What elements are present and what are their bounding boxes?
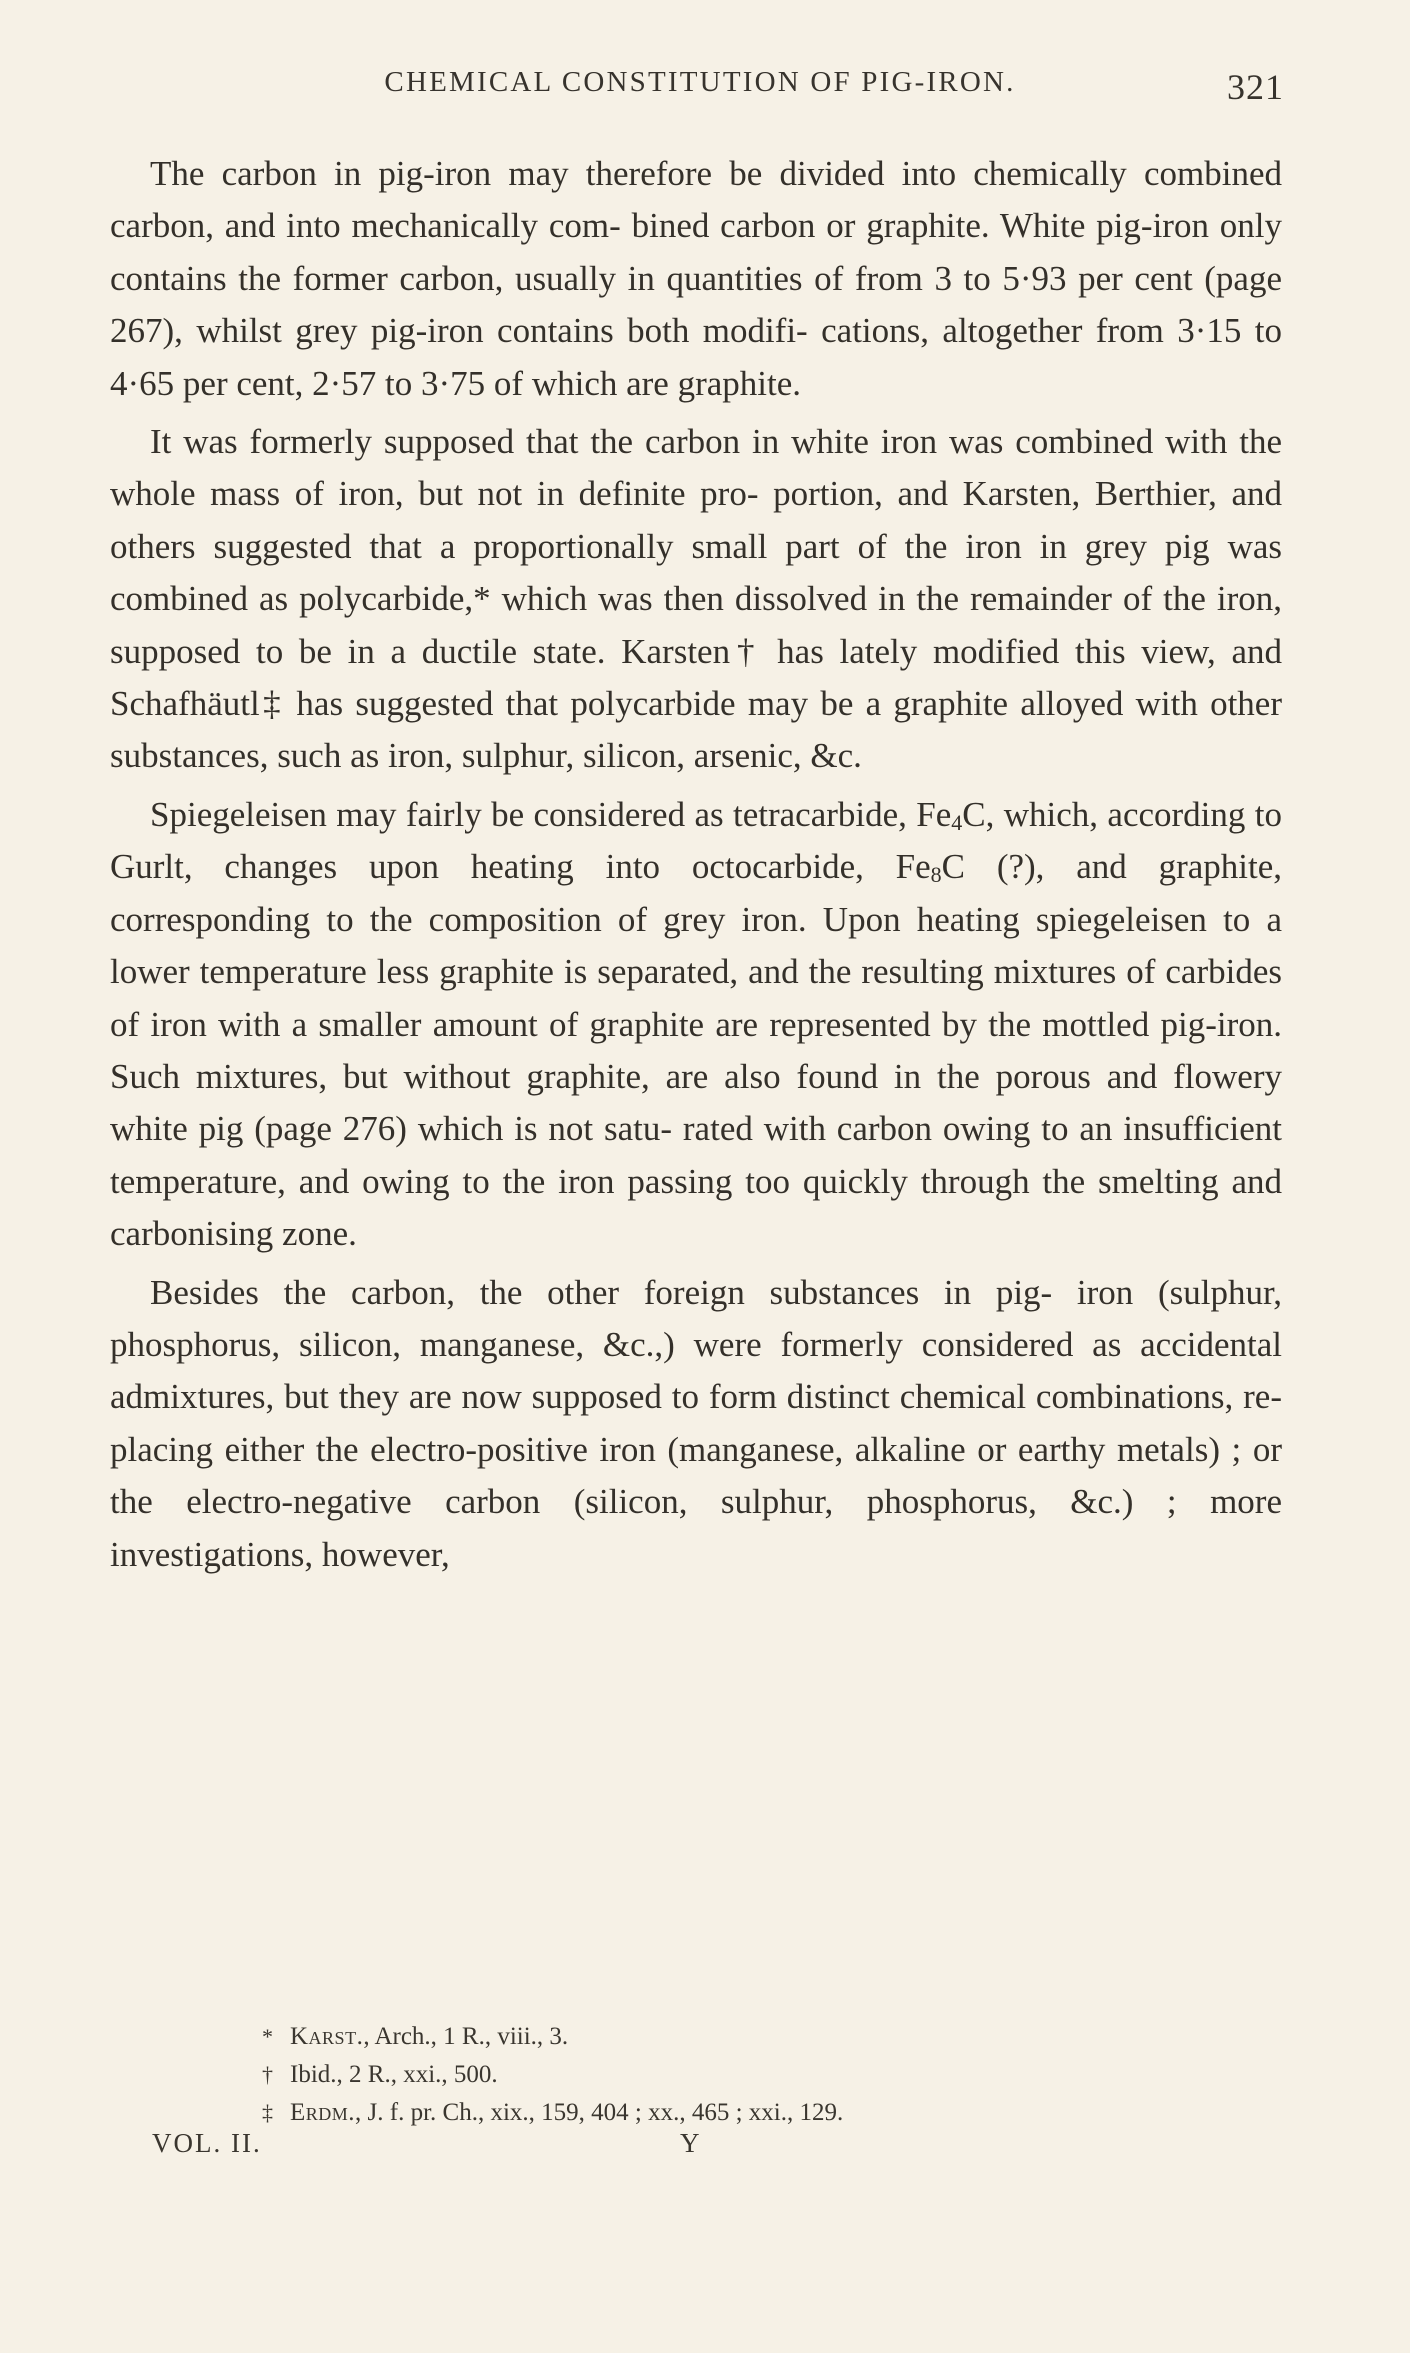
footnotes — [262, 2018, 1262, 2132]
body-text — [110, 148, 1282, 1581]
paragraph-spiegeleisen — [110, 789, 1282, 1261]
running-title: CHEMICAL CONSTITUTION OF PIG-IRON. — [384, 66, 1016, 98]
paragraph-text-segment: Spiegeleisen may fairly be considered as tetracarbide, — [150, 794, 917, 834]
volume-label: VOL. II. — [152, 2128, 262, 2158]
paragraph-text-segment: , which, according to Gurlt, changes upon heating into octocarbide, — [110, 794, 1282, 887]
formula-element: Fe — [916, 794, 952, 834]
paragraph-polycarbide: It was formerly supposed that the carbon in white iron was combined with the whole mass of iron, but not in definite pro- portion, and Karsten, Berthier, and others suggested that a proportionally small part of the iron in grey pig was combined as polycarbide,* which was then dissolved in the remainder of the iron, supposed to be in a ductile state. Karsten† has lately modified this view, and Schafhäutl‡ has suggested that polycarbide may be a graphite alloyed with other substances, such as iron, sulphur, silicon, arsenic, &c. — [110, 422, 1282, 776]
footnote-author: Karst. — [290, 2023, 364, 2050]
paragraph-foreign-substances: Besides the carbon, the other foreign substances in pig- iron (sulphur, phosphorus, silicon, manganese, &c.,) were formerly considered as accidental admixtures, but they are now supposed to form distinct chemical combinations, re- placing either the electro-positive iron (manganese, alkaline or earthy metals) ; or the electro-negative carbon (silicon, sulphur, phosphorus, &c.) ; more investigations, however, — [110, 1272, 1282, 1574]
formula-subscript: 8 — [930, 862, 942, 888]
paragraph-carbon-division: The carbon in pig-iron may therefore be divided into chemically combined carbon, and into mechanically com- bined carbon or graphite. White pig-iron only contains the former carbon, usually in quantities of from 3 to 5·93 per cent (page 267), whilst grey pig-iron contains both modifi- cations, altogether from 3·15 to 4·65 per cent, 2·57 to 3·75 of which are graphite. — [110, 154, 1282, 403]
printer-signature: Y — [680, 2128, 700, 2158]
formula-element: C — [941, 847, 966, 887]
footnote-mark: † — [262, 2062, 273, 2087]
formula-subscript: 4 — [951, 809, 963, 835]
page-number: 321 — [1227, 67, 1284, 107]
footnote — [262, 2094, 1262, 2132]
paragraph-text-segment: (?), and graphite, corresponding to the composition of grey iron. Upon heating spiegeleisen to a lower temperature less graphite is separated, and the resulting mixtures of carbides of iron with a smaller amount of graphite are represented by the mottled pig-iron. Such mixtures, but without graphite, are also found in the porous and flowery white pig (page 276) which is not satu- rated with carbon owing to an insufficient temperature, and owing to the iron passing too quickly through the smelting and carbonising zone. — [110, 847, 1282, 1254]
footnote-mark: ‡ — [262, 2100, 273, 2125]
footnote-author: Erdm. — [290, 2099, 356, 2126]
footnote-citation: , J. f. pr. Ch., xix., 159, 404 ; xx., 465 ; xxi., 129. — [355, 2099, 844, 2126]
formula-element: Fe — [895, 847, 931, 887]
formula-octocarbide — [896, 847, 965, 886]
footnote — [262, 2056, 1262, 2094]
footnote-citation: , Arch., 1 R., viii., 3. — [363, 2023, 569, 2050]
signature-line — [152, 2128, 1152, 2168]
footnote — [262, 2018, 1262, 2056]
running-head — [110, 66, 1290, 116]
footnote-citation: Ibid., 2 R., xxi., 500. — [290, 2061, 498, 2088]
footnote-mark: * — [262, 2024, 273, 2049]
formula-element: C — [962, 794, 986, 834]
formula-tetracarbide — [916, 795, 985, 834]
